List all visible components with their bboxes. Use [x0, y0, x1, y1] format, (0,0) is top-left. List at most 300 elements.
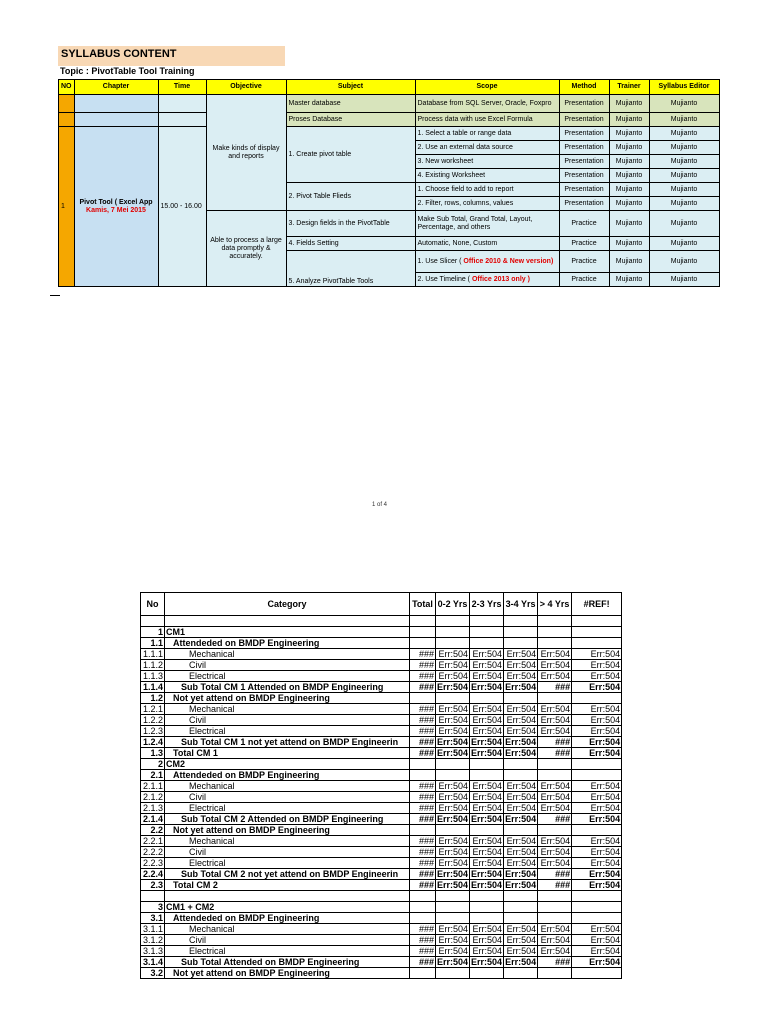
- scope-cell: Database from SQL Server, Oracle, Foxpro: [415, 95, 559, 113]
- editor-cell: Mujianto: [649, 197, 719, 211]
- category-header-cell: 2-3 Yrs: [470, 593, 504, 616]
- value-cell: ###: [410, 792, 436, 803]
- no-cell: 3.1: [141, 913, 165, 924]
- category-header-cell: > 4 Yrs: [538, 593, 572, 616]
- value-cell: Err:504: [505, 880, 537, 890]
- subject-cell: 2. Pivot Table Flieds: [286, 183, 415, 211]
- no-cell: 2.1: [141, 770, 165, 781]
- value-cell: [504, 825, 538, 836]
- value-cell: Err:504: [470, 715, 504, 726]
- value-cell: Err:504: [470, 649, 504, 660]
- syllabus-header-cell: Trainer: [609, 80, 649, 95]
- editor-cell: Mujianto: [649, 141, 719, 155]
- value-cell: Err:504: [471, 748, 503, 758]
- value-cell: ###: [410, 946, 436, 957]
- value-cell: Err:504: [470, 660, 504, 671]
- chapter-cell: [74, 113, 158, 127]
- category-cell: Civil: [165, 715, 410, 726]
- method-cell: Presentation: [559, 141, 609, 155]
- trainer-cell: Mujianto: [609, 169, 649, 183]
- value-cell: Err:504: [471, 869, 503, 879]
- value-cell: ###: [410, 704, 436, 715]
- margin-mark: [50, 295, 60, 296]
- no-cell: 2: [141, 759, 165, 770]
- category-cell: Total CM 1: [165, 748, 410, 759]
- value-cell: Err:504: [470, 726, 504, 737]
- no-cell: 1.2.1: [141, 704, 165, 715]
- category-cell: Attendeded on BMDP Engineering: [165, 638, 410, 649]
- category-cell: Mechanical: [165, 704, 410, 715]
- value-cell: Err:504: [505, 869, 537, 879]
- table-row: [141, 836, 622, 847]
- no-cell: 1.2.2: [141, 715, 165, 726]
- value-cell: Err:504: [504, 715, 538, 726]
- no-cell: 1.2: [141, 693, 165, 704]
- value-cell: [572, 638, 622, 649]
- no-cell: 2.2.1: [141, 836, 165, 847]
- editor-cell: Mujianto: [649, 183, 719, 197]
- value-cell: ###: [410, 726, 436, 737]
- value-cell: Err:504: [436, 858, 470, 869]
- subject-cell: Proses Database: [286, 113, 415, 127]
- category-cell: Mechanical: [165, 924, 410, 935]
- editor-cell: Mujianto: [649, 155, 719, 169]
- value-cell: ###: [410, 836, 436, 847]
- value-cell: ###: [538, 880, 572, 891]
- value-cell: [436, 616, 470, 627]
- table-row: [59, 113, 720, 127]
- value-cell: [572, 627, 622, 638]
- table-row: [141, 737, 622, 748]
- value-cell: Err:504: [572, 649, 622, 660]
- value-cell: ###: [410, 847, 436, 858]
- category-cell: Electrical: [165, 946, 410, 957]
- value-cell: Err:504: [437, 880, 469, 890]
- category-cell: Sub Total CM 2 not yet attend on BMDP Engineerin: [165, 869, 410, 880]
- category-cell: Sub Total CM 1 Attended on BMDP Engineering: [165, 682, 410, 693]
- value-cell: [572, 616, 622, 627]
- value-cell: ###: [410, 748, 436, 759]
- category-cell: Electrical: [165, 858, 410, 869]
- scope-cell: Automatic, None, Custom: [415, 237, 559, 251]
- no-cell: 1.3: [141, 748, 165, 759]
- table-row: [141, 715, 622, 726]
- value-cell: Err:504: [436, 649, 470, 660]
- table-row: [141, 682, 622, 693]
- value-cell: Err:504: [504, 781, 538, 792]
- value-cell: [410, 616, 436, 627]
- scope-note: Office 2013 only ): [471, 275, 530, 283]
- trainer-cell: Mujianto: [609, 183, 649, 197]
- value-cell: ###: [410, 649, 436, 660]
- category-header-cell: #REF!: [572, 593, 622, 616]
- value-cell: [470, 825, 504, 836]
- no-cell: [59, 113, 75, 127]
- method-cell: Practice: [559, 251, 609, 273]
- category-cell: Not yet attend on BMDP Engineering: [165, 693, 410, 704]
- value-cell: Err:504: [504, 935, 538, 946]
- no-cell: 3: [141, 902, 165, 913]
- no-cell: 1.1.4: [141, 682, 165, 693]
- scope-cell: 2. Use an external data source: [415, 141, 559, 155]
- value-cell: [504, 627, 538, 638]
- value-cell: [436, 759, 470, 770]
- value-cell: ###: [410, 858, 436, 869]
- no-cell: 2.3: [141, 880, 165, 891]
- value-cell: Err:504: [538, 781, 572, 792]
- no-cell: 1.1.2: [141, 660, 165, 671]
- table-row: [141, 946, 622, 957]
- value-cell: Err:504: [437, 737, 469, 747]
- value-cell: ###: [410, 924, 436, 935]
- syllabus-header-cell: NO: [59, 80, 75, 95]
- table-row: [141, 847, 622, 858]
- value-cell: Err:504: [471, 737, 503, 747]
- chapter-cell: [74, 95, 158, 113]
- value-cell: ###: [410, 715, 436, 726]
- value-cell: ###: [410, 803, 436, 814]
- editor-cell: Mujianto: [649, 95, 719, 113]
- category-cell: Electrical: [165, 671, 410, 682]
- trainer-cell: Mujianto: [609, 251, 649, 273]
- subject-cell: 5. Analyze PivotTable Tools: [286, 251, 415, 287]
- table-row: [141, 627, 622, 638]
- table-row: [141, 748, 622, 759]
- method-cell: Practice: [559, 273, 609, 287]
- trainer-cell: Mujianto: [609, 273, 649, 287]
- value-cell: Err:504: [436, 704, 470, 715]
- value-cell: ###: [410, 682, 436, 693]
- value-cell: Err:504: [538, 649, 572, 660]
- no-cell: [141, 616, 165, 627]
- value-cell: Err:504: [505, 957, 537, 967]
- category-cell: Civil: [165, 660, 410, 671]
- no-cell: 1.1: [141, 638, 165, 649]
- syllabus-header-cell: Method: [559, 80, 609, 95]
- method-cell: Presentation: [559, 197, 609, 211]
- value-cell: ###: [538, 682, 572, 693]
- value-cell: [538, 627, 572, 638]
- value-cell: [504, 968, 538, 979]
- category-body: [141, 616, 622, 979]
- scope-cell: Make Sub Total, Grand Total, Layout, Percentage, and others: [415, 211, 559, 237]
- category-cell: Electrical: [165, 726, 410, 737]
- syllabus-body: [59, 95, 720, 287]
- value-cell: Err:504: [504, 858, 538, 869]
- value-cell: Err:504: [538, 671, 572, 682]
- value-cell: Err:504: [436, 946, 470, 957]
- value-cell: [410, 825, 436, 836]
- value-cell: Err:504: [504, 726, 538, 737]
- value-cell: [410, 902, 436, 913]
- value-cell: Err:504: [504, 924, 538, 935]
- value-cell: [572, 825, 622, 836]
- value-cell: [572, 891, 622, 902]
- syllabus-table: [58, 79, 720, 287]
- value-cell: Err:504: [504, 836, 538, 847]
- value-cell: Err:504: [538, 836, 572, 847]
- chapter-name: Pivot Tool ( Excel App: [79, 198, 153, 206]
- value-cell: [436, 902, 470, 913]
- table-row: [141, 924, 622, 935]
- value-cell: ###: [410, 935, 436, 946]
- category-cell: Not yet attend on BMDP Engineering: [165, 968, 410, 979]
- table-row: [59, 95, 720, 113]
- method-cell: Presentation: [559, 183, 609, 197]
- no-cell: 2.1.3: [141, 803, 165, 814]
- table-row: [141, 968, 622, 979]
- syllabus-header-cell: Syllabus Editor: [649, 80, 719, 95]
- value-cell: Err:504: [538, 704, 572, 715]
- category-cell: Civil: [165, 847, 410, 858]
- editor-cell: Mujianto: [649, 211, 719, 237]
- table-row: [141, 759, 622, 770]
- value-cell: Err:504: [572, 814, 622, 825]
- value-cell: [538, 902, 572, 913]
- editor-cell: Mujianto: [649, 251, 719, 273]
- syllabus-header-row: [59, 80, 720, 95]
- table-row: [141, 803, 622, 814]
- value-cell: [436, 627, 470, 638]
- table-row: [141, 902, 622, 913]
- trainer-cell: Mujianto: [609, 95, 649, 113]
- table-row: [141, 825, 622, 836]
- objective-cell: Able to process a large data promptly & accurately.: [206, 211, 286, 287]
- category-cell: Civil: [165, 935, 410, 946]
- value-cell: ###: [538, 957, 572, 968]
- value-cell: Err:504: [538, 858, 572, 869]
- category-cell: Total CM 2: [165, 880, 410, 891]
- method-cell: Presentation: [559, 127, 609, 141]
- no-cell: [59, 95, 75, 113]
- method-cell: Presentation: [559, 169, 609, 183]
- value-cell: Err:504: [504, 946, 538, 957]
- value-cell: [436, 891, 470, 902]
- table-row: [141, 671, 622, 682]
- value-cell: Err:504: [538, 935, 572, 946]
- value-cell: [572, 693, 622, 704]
- no-cell: 2.1.1: [141, 781, 165, 792]
- category-header-cell: 0-2 Yrs: [436, 593, 470, 616]
- trainer-cell: Mujianto: [609, 237, 649, 251]
- table-row: [141, 770, 622, 781]
- value-cell: ###: [410, 814, 436, 825]
- method-cell: Presentation: [559, 113, 609, 127]
- value-cell: Err:504: [504, 792, 538, 803]
- value-cell: Err:504: [572, 737, 622, 748]
- value-cell: [538, 616, 572, 627]
- no-cell: 3.2: [141, 968, 165, 979]
- value-cell: Err:504: [572, 836, 622, 847]
- value-cell: ###: [410, 869, 436, 880]
- value-cell: [572, 913, 622, 924]
- scope-cell: 1. Use Slicer ( Office 2010 & New version): [415, 251, 559, 273]
- value-cell: [436, 968, 470, 979]
- value-cell: Err:504: [504, 660, 538, 671]
- table-row: [141, 781, 622, 792]
- syllabus-header-cell: Subject: [286, 80, 415, 95]
- value-cell: Err:504: [436, 671, 470, 682]
- table-row: [141, 726, 622, 737]
- no-cell: 1.2.3: [141, 726, 165, 737]
- value-cell: [572, 968, 622, 979]
- no-cell: 2.1.2: [141, 792, 165, 803]
- value-cell: [436, 638, 470, 649]
- value-cell: Err:504: [538, 660, 572, 671]
- value-cell: [504, 693, 538, 704]
- value-cell: Err:504: [572, 924, 622, 935]
- value-cell: ###: [410, 957, 436, 968]
- chapter-date: Kamis, 7 Mei 2015: [86, 206, 146, 214]
- value-cell: [504, 616, 538, 627]
- topic-label: Topic : PivotTable Tool Training: [60, 66, 195, 76]
- value-cell: Err:504: [436, 924, 470, 935]
- category-cell: CM2: [165, 759, 410, 770]
- value-cell: Err:504: [471, 814, 503, 824]
- value-cell: [436, 693, 470, 704]
- value-cell: Err:504: [572, 957, 622, 968]
- no-cell: [141, 891, 165, 902]
- value-cell: [572, 759, 622, 770]
- value-cell: Err:504: [538, 792, 572, 803]
- value-cell: [410, 693, 436, 704]
- value-cell: [436, 825, 470, 836]
- method-cell: Presentation: [559, 95, 609, 113]
- value-cell: Err:504: [538, 847, 572, 858]
- trainer-cell: Mujianto: [609, 141, 649, 155]
- no-cell: 1.1.3: [141, 671, 165, 682]
- scope-cell: 3. New worksheet: [415, 155, 559, 169]
- value-cell: Err:504: [572, 682, 622, 693]
- value-cell: Err:504: [572, 671, 622, 682]
- time-cell: 15.00 - 16.00: [158, 127, 206, 287]
- subject-cell: 3. Design fields in the PivotTable: [286, 211, 415, 237]
- value-cell: Err:504: [436, 792, 470, 803]
- value-cell: Err:504: [572, 792, 622, 803]
- value-cell: ###: [410, 880, 436, 891]
- value-cell: Err:504: [572, 660, 622, 671]
- syllabus-header-cell: Time: [158, 80, 206, 95]
- value-cell: [538, 891, 572, 902]
- scope-cell: 1. Choose field to add to report: [415, 183, 559, 197]
- value-cell: Err:504: [470, 924, 504, 935]
- value-cell: [470, 902, 504, 913]
- value-cell: [538, 968, 572, 979]
- value-cell: [504, 902, 538, 913]
- method-cell: Practice: [559, 211, 609, 237]
- no-cell: 3.1.2: [141, 935, 165, 946]
- value-cell: [504, 638, 538, 649]
- table-row: [141, 616, 622, 627]
- category-header-cell: 3-4 Yrs: [504, 593, 538, 616]
- value-cell: Err:504: [505, 748, 537, 758]
- value-cell: Err:504: [470, 836, 504, 847]
- category-cell: Sub Total Attended on BMDP Engineering: [165, 957, 410, 968]
- value-cell: [504, 759, 538, 770]
- editor-cell: Mujianto: [649, 237, 719, 251]
- table-row: [141, 891, 622, 902]
- value-cell: [504, 891, 538, 902]
- value-cell: [470, 968, 504, 979]
- value-cell: Err:504: [437, 957, 469, 967]
- value-cell: Err:504: [572, 935, 622, 946]
- time-cell: [158, 95, 206, 113]
- objective-cell: Make kinds of display and reports: [206, 95, 286, 211]
- value-cell: Err:504: [505, 682, 537, 692]
- value-cell: Err:504: [572, 704, 622, 715]
- value-cell: Err:504: [538, 924, 572, 935]
- value-cell: [470, 693, 504, 704]
- scope-cell: 2. Filter, rows, columns, values: [415, 197, 559, 211]
- subject-cell: 1. Create pivot table: [286, 127, 415, 183]
- value-cell: Err:504: [436, 847, 470, 858]
- value-cell: [410, 968, 436, 979]
- value-cell: Err:504: [470, 671, 504, 682]
- category-cell: Electrical: [165, 803, 410, 814]
- value-cell: Err:504: [572, 715, 622, 726]
- table-row: [141, 957, 622, 968]
- value-cell: Err:504: [572, 748, 622, 759]
- value-cell: [410, 891, 436, 902]
- value-cell: [504, 770, 538, 781]
- no-cell: 1.2.4: [141, 737, 165, 748]
- table-row: [141, 649, 622, 660]
- time-cell: [158, 113, 206, 127]
- trainer-cell: Mujianto: [609, 155, 649, 169]
- scope-note: Office 2010 & New version): [463, 257, 554, 265]
- syllabus-header-cell: Scope: [415, 80, 559, 95]
- value-cell: Err:504: [470, 847, 504, 858]
- page-number: 1 of 4: [372, 502, 388, 508]
- table-row: [59, 127, 720, 141]
- value-cell: [470, 616, 504, 627]
- value-cell: Err:504: [470, 704, 504, 715]
- value-cell: Err:504: [470, 946, 504, 957]
- editor-cell: Mujianto: [649, 273, 719, 287]
- value-cell: Err:504: [572, 869, 622, 880]
- table-row: [141, 660, 622, 671]
- value-cell: Err:504: [572, 847, 622, 858]
- no-cell: 2.2: [141, 825, 165, 836]
- category-cell: Mechanical: [165, 836, 410, 847]
- value-cell: Err:504: [505, 737, 537, 747]
- value-cell: Err:504: [471, 682, 503, 692]
- value-cell: Err:504: [504, 704, 538, 715]
- category-cell: Sub Total CM 1 not yet attend on BMDP Engineerin: [165, 737, 410, 748]
- subject-cell: 4. Fields Setting: [286, 237, 415, 251]
- value-cell: [538, 638, 572, 649]
- no-cell: 2.1.4: [141, 814, 165, 825]
- category-table: [140, 592, 622, 979]
- category-cell: CM1 + CM2: [165, 902, 410, 913]
- category-cell: [165, 891, 410, 902]
- value-cell: [572, 902, 622, 913]
- value-cell: ###: [410, 671, 436, 682]
- category-cell: CM1: [165, 627, 410, 638]
- trainer-cell: Mujianto: [609, 197, 649, 211]
- category-cell: Civil: [165, 792, 410, 803]
- value-cell: Err:504: [504, 847, 538, 858]
- editor-cell: Mujianto: [649, 113, 719, 127]
- value-cell: [572, 770, 622, 781]
- scope-cell: 4. Existing Worksheet: [415, 169, 559, 183]
- category-header-cell: No: [141, 593, 165, 616]
- value-cell: ###: [538, 737, 572, 748]
- table-row: [141, 913, 622, 924]
- value-cell: Err:504: [538, 715, 572, 726]
- value-cell: Err:504: [470, 803, 504, 814]
- value-cell: [470, 627, 504, 638]
